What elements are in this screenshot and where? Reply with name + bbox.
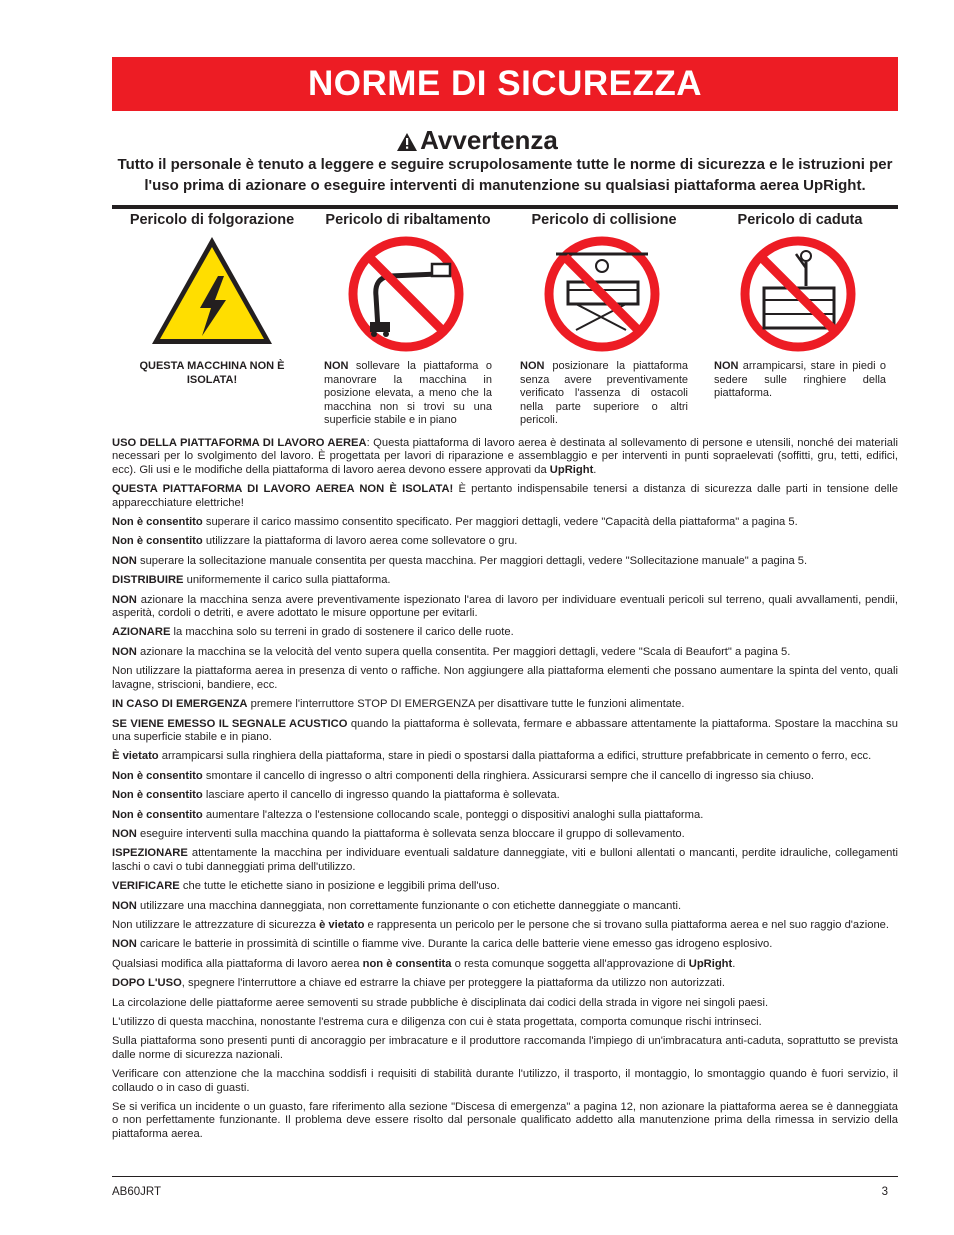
hazard-caption: NON arrampicarsi, stare in piedi o sedere sulle ringhiere della piattaforma. [714,360,886,399]
safety-rule: Non è consentito utilizzare la piattaforma di lavoro aerea come sollevatore o gru. [112,535,518,548]
hazard-caption: QUESTA MACCHINA NON È ISOLATA! [139,360,285,386]
safety-rule: Verificare con attenzione che la macchina soddisfi i requisiti di stabilità durante l'utilizzo, il trasporto, il montaggio, lo smontaggio quando è fuori servizio, il collaudo o in caso di guasti. [112,1068,898,1094]
safety-rule: È vietato arrampicarsi sulla ringhiera della piattaforma, stare in piedi o spostarsi dalla piattaforma a edifici, strutture prefabbricate in cemento o ferro, ecc. [112,750,872,763]
hazard-collision [506,212,702,426]
safety-rule: Se si verifica un incidente o un guasto, fare riferimento alla sezione "Discesa di emergenza" a pagina 12, non azionare la piattaforma aerea se è danneggiata o non perfettamente funzionante. Il problema deve essere risolto dal personale qualificato addetto alla manutenzione prima della rimessa in servizio della piattaforma aerea. [112,1101,898,1140]
divider [112,205,898,209]
warning-intro: Tutto il personale è tenuto a leggere e seguire scrupolosamente tutte le norme di sicurezza e le istruzioni per l'uso prima di azionare o eseguire interventi di manutenzione su qualsiasi piattaforma aerea UpRight. [117,156,893,194]
safety-rule: ISPEZIONARE attentamente la macchina per individuare eventuali saldature danneggiate, viti e bulloni allentati o mancanti, perdite idrauliche, collegamenti laschi o cavi o tubi danneggiati prima dell'utilizzo. [112,847,898,873]
hazard-title: Pericolo di caduta [737,212,863,228]
safety-rule: Non è consentito lasciare aperto il cancello di ingresso quando la piattaforma è sollevata. [112,789,560,802]
warning-heading [0,125,954,156]
tipover-prohibited-icon [310,234,506,354]
safety-rule: Non utilizzare le attrezzature di sicurezza è vietato e rappresenta un pericolo per le persone che si trovano sulla piattaforma aerea e nel suo raggio d'azione. [112,918,889,931]
hazard-caption: NON posizionare la piattaforma senza avere preventivamente verificato l'assenza di ostacoli nella parte superiore o altri pericoli. [520,360,688,426]
safety-rule: VERIFICARE che tutte le etichette siano in posizione e leggibili prima dell'uso. [112,880,500,893]
warning-title: Avvertenza [420,125,558,155]
hazard-tipover [310,212,506,426]
safety-rule: NON azionare la macchina senza avere preventivamente ispezionato l'area di lavoro per individuare eventuali pericoli sul terreno, quali avvallamenti, pendii, asperità, cordoli o detriti, e avere adottato le misure opportune per evitarli. [112,593,898,620]
collision-prohibited-icon [506,234,702,354]
safety-rule: Non è consentito superare il carico massimo consentito specificato. Per maggiori dettagli, vedere "Capacità della piattaforma" a pagina 5. [112,516,798,529]
safety-rule: NON superare la sollecitazione manuale consentita per questa macchina. Per maggiori dettagli, vedere "Sollecitazione manuale" a pagina 5. [112,554,808,567]
hazard-electrocution [114,212,310,386]
hazard-title: Pericolo di ribaltamento [325,212,491,228]
page-title: NORME DI SICUREZZA [308,64,702,103]
safety-rule: L'utilizzo di questa macchina, nonostante l'estrema cura e diligenza con cui è stata progettata, comporta comunque rischi intrinseci. [112,1016,762,1028]
safety-rule: Sulla piattaforma sono presenti punti di ancoraggio per imbracature e il produttore raccomanda l'impiego di un'imbracatura anti-caduta, soprattutto se prevista dalle norme di sicurezza nazionali. [112,1035,898,1061]
safety-rule: AZIONARE la macchina solo su terreni in grado di sostenere il carico delle ruote. [112,626,514,639]
hazard-caption: NON sollevare la piattaforma o manovrare la macchina in posizione elevata, a meno che la macchina non si trovi su una superficie stabile e in piano [324,360,492,426]
high-voltage-icon [114,234,310,354]
safety-rules [112,437,898,1147]
safety-rule: Qualsiasi modifica alla piattaforma di lavoro aerea non è consentita o resta comunque soggetta all'approvazione di UpRight. [112,957,736,970]
warning-triangle-icon [396,132,418,152]
safety-rule: IN CASO DI EMERGENZA premere l'interruttore STOP DI EMERGENZA per disattivare tutte le funzioni alimentate. [112,698,685,711]
safety-rule: QUESTA PIATTAFORMA DI LAVORO AEREA NON È ISOLATA! È pertanto indispensabile tenersi a distanza di sicurezza dalle parti in tensione delle apparecchiature elettriche! [112,483,898,509]
safety-rule: Non è consentito smontare il cancello di ingresso o altri componenti della ringhiera. Assicurarsi sempre che il cancello di ingresso sia chiuso. [112,769,815,782]
safety-rule: DOPO L'USO, spegnere l'interruttore a chiave ed estrarre la chiave per proteggere la piattaforma da utilizzo non autorizzati. [112,977,725,990]
footer-divider [112,1176,898,1177]
footer-model: AB60JRT [112,1186,162,1198]
safety-rule: NON azionare la macchina se la velocità del vento supera quella consentita. Per maggiori dettagli, vedere "Scala di Beaufort" a pagina 5. [112,645,791,658]
safety-rule: Non è consentito aumentare l'altezza o l'estensione collocando scale, ponteggi o dispositivi analoghi sulla piattaforma. [112,808,704,821]
safety-rule: NON eseguire interventi sulla macchina quando la piattaforma è sollevata senza bloccare il gruppo di sollevamento. [112,827,685,840]
safety-rule: La circolazione delle piattaforme aeree semoventi su strade pubbliche è disciplinata dai codici della strada in vigore nei singoli paesi. [112,996,769,1009]
safety-rule: NON caricare le batterie in prossimità di scintille o fiamme vive. Durante la carica delle batterie viene emesso gas idrogeno esplosivo. [112,938,773,951]
safety-rule: NON utilizzare una macchina danneggiata, non correttamente funzionante o con etichette danneggiate o mancanti. [112,899,682,912]
title-banner [112,57,898,111]
page-number: 3 [881,1186,888,1198]
safety-rule: SE VIENE EMESSO IL SEGNALE ACUSTICO quando la piattaforma è sollevata, fermare e abbassare attentamente la piattaforma. Spostare la macchina su una superficie stabile e in piano. [112,717,898,743]
fall-prohibited-icon [702,234,898,354]
safety-rule: DISTRIBUIRE uniformemente il carico sulla piattaforma. [112,574,391,587]
hazard-fall [702,212,898,399]
safety-rule: Non utilizzare la piattaforma aerea in presenza di vento o raffiche. Non aggiungere alla piattaforma elementi che possano aumentare la spinta del vento, quali lavagne, striscioni, bandiere, ecc. [112,665,898,691]
hazard-title: Pericolo di collisione [531,212,677,228]
safety-rule: USO DELLA PIATTAFORMA DI LAVORO AEREA: Questa piattaforma di lavoro aerea è destinata al sollevamento di persone e utensili, nonché dei materiali necessari per lo svolgimento del lavoro. È progettata per lavori di riparazione e assemblaggio e per interventi in punti sopraelevati (soffitti, gru, tetti, edifici, ecc). Gli usi e le modifiche della piattaforma di lavoro aerea devono essere approvati da UpRight. [112,437,899,476]
hazard-title: Pericolo di folgorazione [129,212,295,228]
